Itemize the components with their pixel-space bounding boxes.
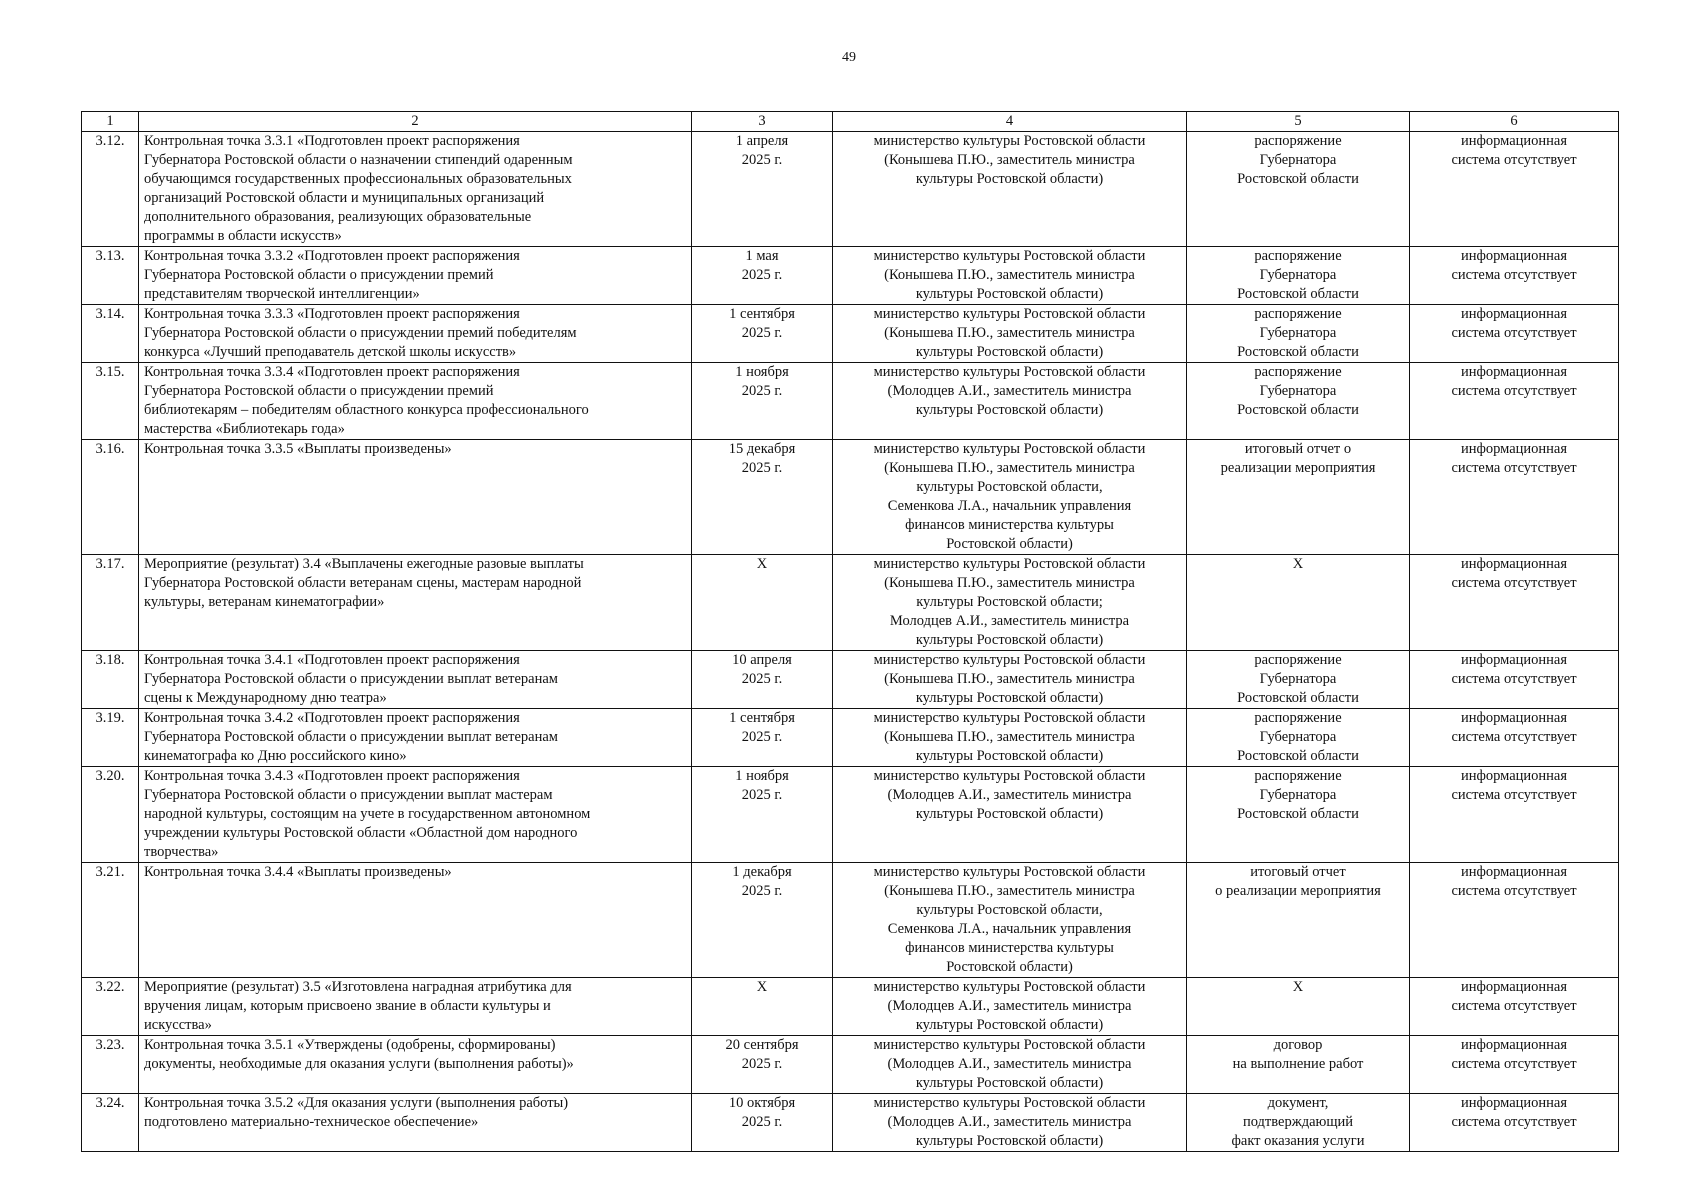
deadline-cell <box>692 863 833 978</box>
responsible-cell <box>833 440 1187 555</box>
cell-line: (Конышева П.Ю., заместитель министра <box>884 883 1135 899</box>
cell-line: информационная <box>1460 1037 1568 1053</box>
cell-line: система отсутствует <box>1451 460 1577 476</box>
cell-line: (Конышева П.Ю., заместитель министра <box>884 267 1135 283</box>
cell-line: Семенкова Л.А., начальник управления <box>887 498 1132 514</box>
cell-line: 2025 г. <box>741 460 783 476</box>
cell-line: 1 декабря <box>732 864 792 880</box>
cell-line: министерство культуры Ростовской области <box>873 441 1146 457</box>
task-name-cell <box>139 1094 692 1152</box>
cell-line: информационная <box>1460 768 1568 784</box>
cell-line: (Молодцев А.И., заместитель министра <box>887 998 1132 1014</box>
cell-line: система отсутствует <box>1451 998 1577 1014</box>
row-number-cell: 3.22. <box>82 978 139 1036</box>
cell-line: Контрольная точка 3.3.2 «Подготовлен проект распоряжения <box>144 248 520 264</box>
cell-line: реализации мероприятия <box>1220 460 1376 476</box>
cell-line: Мероприятие (результат) 3.4 «Выплачены ежегодные разовые выплаты <box>144 556 584 572</box>
row-number-cell: 3.16. <box>82 440 139 555</box>
responsible-cell <box>833 767 1187 863</box>
cell-line: Ростовской области <box>1237 171 1359 187</box>
task-name-cell <box>139 767 692 863</box>
info-system-cell <box>1410 651 1619 709</box>
cell-line: Губернатора Ростовской области о присуждении выплат мастерам <box>144 787 553 803</box>
cell-line: народной культуры, состоящим на учете в государственном автономном <box>144 806 591 822</box>
table-body <box>82 132 1619 1152</box>
table-row <box>82 978 1619 1036</box>
deadline-cell <box>692 440 833 555</box>
cell-line: система отсутствует <box>1451 787 1577 803</box>
column-header: 2 <box>139 112 692 132</box>
task-name-cell <box>139 1036 692 1094</box>
info-system-cell <box>1410 363 1619 440</box>
table-row <box>82 247 1619 305</box>
document-cell <box>1187 978 1410 1036</box>
cell-line: Губернатора <box>1259 729 1337 745</box>
cell-line: Ростовской области <box>1237 286 1359 302</box>
cell-line: распоряжение <box>1254 364 1342 380</box>
cell-line: система отсутствует <box>1451 383 1577 399</box>
cell-line: 2025 г. <box>741 383 783 399</box>
table-row <box>82 440 1619 555</box>
task-name-cell <box>139 863 692 978</box>
task-name-cell <box>139 555 692 651</box>
deadline-cell <box>692 132 833 247</box>
cell-line: конкурса «Лучший преподаватель детской школы искусств» <box>144 344 517 360</box>
cell-line: министерство культуры Ростовской области <box>873 556 1146 572</box>
cell-line: учреждении культуры Ростовской области «Областной дом народного <box>144 825 578 841</box>
responsible-cell <box>833 132 1187 247</box>
deadline-cell <box>692 363 833 440</box>
table-row <box>82 555 1619 651</box>
cell-line: факт оказания услуги <box>1231 1133 1365 1149</box>
cell-line: система отсутствует <box>1451 575 1577 591</box>
cell-line: сцены к Международному дню театра» <box>144 690 387 706</box>
task-name-cell <box>139 363 692 440</box>
cell-line: документ, <box>1267 1095 1329 1111</box>
cell-line: система отсутствует <box>1451 325 1577 341</box>
cell-line: информационная <box>1460 133 1568 149</box>
info-system-cell <box>1410 305 1619 363</box>
cell-line: (Конышева П.Ю., заместитель министра <box>884 152 1135 168</box>
responsible-cell <box>833 863 1187 978</box>
task-name-cell <box>139 132 692 247</box>
table-row <box>82 305 1619 363</box>
row-number-cell: 3.24. <box>82 1094 139 1152</box>
document-cell <box>1187 1094 1410 1152</box>
info-system-cell <box>1410 440 1619 555</box>
info-system-cell <box>1410 555 1619 651</box>
cell-line: Х <box>1292 556 1304 572</box>
cell-line: Губернатора <box>1259 325 1337 341</box>
row-number-cell: 3.21. <box>82 863 139 978</box>
cell-line: подтверждающий <box>1242 1114 1354 1130</box>
cell-line: министерство культуры Ростовской области <box>873 133 1146 149</box>
cell-line: культуры Ростовской области) <box>915 748 1104 764</box>
cell-line: Контрольная точка 3.4.3 «Подготовлен проект распоряжения <box>144 768 520 784</box>
cell-line: (Молодцев А.И., заместитель министра <box>887 1056 1132 1072</box>
cell-line: обучающимся государственных профессиональных образовательных <box>144 171 572 187</box>
cell-line: Контрольная точка 3.4.2 «Подготовлен проект распоряжения <box>144 710 520 726</box>
info-system-cell <box>1410 247 1619 305</box>
cell-line: министерство культуры Ростовской области <box>873 864 1146 880</box>
row-number-cell: 3.23. <box>82 1036 139 1094</box>
document-cell <box>1187 132 1410 247</box>
cell-line: кинематографа ко Дню российского кино» <box>144 748 407 764</box>
cell-line: Контрольная точка 3.4.4 «Выплаты произведены» <box>144 864 452 880</box>
cell-line: Губернатора Ростовской области о присуждении выплат ветеранам <box>144 671 558 687</box>
cell-line: (Конышева П.Ю., заместитель министра <box>884 325 1135 341</box>
cell-line: 1 апреля <box>735 133 789 149</box>
cell-line: итоговый отчет <box>1250 864 1346 880</box>
deadline-cell <box>692 1036 833 1094</box>
info-system-cell <box>1410 978 1619 1036</box>
cell-line: договор <box>1273 1037 1323 1053</box>
document-cell <box>1187 709 1410 767</box>
responsible-cell <box>833 1036 1187 1094</box>
cell-line: информационная <box>1460 864 1568 880</box>
cell-line: вручения лицам, которым присвоено звание в области культуры и <box>144 998 551 1014</box>
cell-line: Контрольная точка 3.3.4 «Подготовлен проект распоряжения <box>144 364 520 380</box>
responsible-cell <box>833 1094 1187 1152</box>
cell-line: министерство культуры Ростовской области <box>873 652 1146 668</box>
cell-line: система отсутствует <box>1451 671 1577 687</box>
task-name-cell <box>139 651 692 709</box>
cell-line: Губернатора Ростовской области о назначении стипендий одаренным <box>144 152 573 168</box>
cell-line: Ростовской области) <box>946 536 1073 552</box>
task-name-cell <box>139 709 692 767</box>
cell-line: финансов министерства культуры <box>905 940 1114 956</box>
cell-line: Ростовской области) <box>946 959 1073 975</box>
cell-line: 2025 г. <box>741 1056 783 1072</box>
cell-line: Контрольная точка 3.3.1 «Подготовлен проект распоряжения <box>144 133 520 149</box>
deadline-cell <box>692 305 833 363</box>
cell-line: распоряжение <box>1254 306 1342 322</box>
cell-line: Губернатора <box>1259 383 1337 399</box>
cell-line: мастерства «Библиотекарь года» <box>144 421 345 437</box>
cell-line: Ростовской области <box>1237 690 1359 706</box>
page-number: 49 <box>842 50 856 65</box>
cell-line: документы, необходимые для оказания услуги (выполнения работы)» <box>144 1056 574 1072</box>
cell-line: 2025 г. <box>741 729 783 745</box>
document-cell <box>1187 247 1410 305</box>
responsible-cell <box>833 305 1187 363</box>
cell-line: Контрольная точка 3.5.1 «Утверждены (одобрены, сформированы) <box>144 1037 556 1053</box>
cell-line: распоряжение <box>1254 652 1342 668</box>
column-header: 4 <box>833 112 1187 132</box>
cell-line: (Конышева П.Ю., заместитель министра <box>884 729 1135 745</box>
row-number-cell: 3.13. <box>82 247 139 305</box>
cell-line: библиотекарям – победителям областного конкурса профессионального <box>144 402 589 418</box>
cell-line: Ростовской области <box>1237 344 1359 360</box>
plan-table <box>81 111 1619 1152</box>
cell-line: Х <box>756 556 768 572</box>
cell-line: министерство культуры Ростовской области <box>873 248 1146 264</box>
table-row <box>82 363 1619 440</box>
cell-line: культуры Ростовской области) <box>915 1133 1104 1149</box>
document-cell <box>1187 767 1410 863</box>
info-system-cell <box>1410 767 1619 863</box>
cell-line: Контрольная точка 3.3.3 «Подготовлен проект распоряжения <box>144 306 520 322</box>
cell-line: творчества» <box>144 844 219 860</box>
cell-line: на выполнение работ <box>1232 1056 1364 1072</box>
header-row <box>82 112 1619 132</box>
cell-line: министерство культуры Ростовской области <box>873 979 1146 995</box>
cell-line: культуры Ростовской области) <box>915 171 1104 187</box>
cell-line: информационная <box>1460 364 1568 380</box>
cell-line: распоряжение <box>1254 248 1342 264</box>
cell-line: информационная <box>1460 979 1568 995</box>
column-header: 1 <box>82 112 139 132</box>
cell-line: Губернатора Ростовской области ветеранам сцены, мастерам народной <box>144 575 582 591</box>
cell-line: подготовлено материально-техническое обеспечение» <box>144 1114 479 1130</box>
table-row <box>82 767 1619 863</box>
cell-line: система отсутствует <box>1451 729 1577 745</box>
cell-line: Х <box>756 979 768 995</box>
cell-line: Ростовской области <box>1237 402 1359 418</box>
cell-line: культуры Ростовской области) <box>915 286 1104 302</box>
cell-line: 2025 г. <box>741 152 783 168</box>
cell-line: культуры Ростовской области) <box>915 1017 1104 1033</box>
cell-line: культуры Ростовской области) <box>915 690 1104 706</box>
row-number-cell: 3.14. <box>82 305 139 363</box>
cell-line: (Конышева П.Ю., заместитель министра <box>884 460 1135 476</box>
document-cell <box>1187 651 1410 709</box>
info-system-cell <box>1410 1094 1619 1152</box>
cell-line: Губернатора Ростовской области о присуждении премий <box>144 383 494 399</box>
info-system-cell <box>1410 709 1619 767</box>
cell-line: 1 мая <box>745 248 779 264</box>
table-row <box>82 651 1619 709</box>
cell-line: информационная <box>1460 1095 1568 1111</box>
cell-line: (Конышева П.Ю., заместитель министра <box>884 575 1135 591</box>
cell-line: искусства» <box>144 1017 212 1033</box>
info-system-cell <box>1410 1036 1619 1094</box>
deadline-cell <box>692 1094 833 1152</box>
cell-line: культуры Ростовской области) <box>915 344 1104 360</box>
row-number-cell: 3.19. <box>82 709 139 767</box>
cell-line: финансов министерства культуры <box>905 517 1114 533</box>
cell-line: 20 сентября <box>725 1037 799 1053</box>
cell-line: информационная <box>1460 556 1568 572</box>
table-row <box>82 709 1619 767</box>
responsible-cell <box>833 709 1187 767</box>
table-row <box>82 132 1619 247</box>
cell-line: система отсутствует <box>1451 267 1577 283</box>
document-cell <box>1187 440 1410 555</box>
cell-line: Губернатора Ростовской области о присуждении премий победителям <box>144 325 577 341</box>
responsible-cell <box>833 247 1187 305</box>
cell-line: Мероприятие (результат) 3.5 «Изготовлена наградная атрибутика для <box>144 979 572 995</box>
cell-line: Семенкова Л.А., начальник управления <box>887 921 1132 937</box>
cell-line: министерство культуры Ростовской области <box>873 364 1146 380</box>
cell-line: культуры Ростовской области) <box>915 1075 1104 1091</box>
cell-line: программы в области искусств» <box>144 228 342 244</box>
row-number-cell: 3.18. <box>82 651 139 709</box>
table-row <box>82 863 1619 978</box>
cell-line: система отсутствует <box>1451 1114 1577 1130</box>
cell-line: министерство культуры Ростовской области <box>873 306 1146 322</box>
cell-line: (Конышева П.Ю., заместитель министра <box>884 671 1135 687</box>
task-name-cell <box>139 978 692 1036</box>
cell-line: 10 октября <box>728 1095 796 1111</box>
cell-line: 1 сентября <box>729 710 795 726</box>
responsible-cell <box>833 363 1187 440</box>
cell-line: 1 ноября <box>735 768 789 784</box>
task-name-cell <box>139 305 692 363</box>
info-system-cell <box>1410 863 1619 978</box>
cell-line: Губернатора <box>1259 787 1337 803</box>
cell-line: Ростовской области <box>1237 748 1359 764</box>
cell-line: культуры Ростовской области) <box>915 806 1104 822</box>
table-row <box>82 1036 1619 1094</box>
cell-line: распоряжение <box>1254 710 1342 726</box>
cell-line: 1 ноября <box>735 364 789 380</box>
cell-line: 15 декабря <box>728 441 796 457</box>
row-number-cell: 3.20. <box>82 767 139 863</box>
cell-line: 2025 г. <box>741 325 783 341</box>
task-name-cell <box>139 247 692 305</box>
row-number-cell: 3.17. <box>82 555 139 651</box>
responsible-cell <box>833 978 1187 1036</box>
cell-line: культуры Ростовской области) <box>915 632 1104 648</box>
cell-line: Контрольная точка 3.4.1 «Подготовлен проект распоряжения <box>144 652 520 668</box>
cell-line: система отсутствует <box>1451 883 1577 899</box>
cell-line: Губернатора <box>1259 267 1337 283</box>
cell-line: культуры, ветеранам кинематографии» <box>144 594 385 610</box>
cell-line: 2025 г. <box>741 883 783 899</box>
cell-line: министерство культуры Ростовской области <box>873 768 1146 784</box>
cell-line: Контрольная точка 3.5.2 «Для оказания услуги (выполнения работы) <box>144 1095 569 1111</box>
cell-line: министерство культуры Ростовской области <box>873 710 1146 726</box>
cell-line: информационная <box>1460 248 1568 264</box>
row-number-cell: 3.15. <box>82 363 139 440</box>
cell-line: (Молодцев А.И., заместитель министра <box>887 1114 1132 1130</box>
cell-line: (Молодцев А.И., заместитель министра <box>887 787 1132 803</box>
cell-line: распоряжение <box>1254 768 1342 784</box>
cell-line: Губернатора <box>1259 671 1337 687</box>
cell-line: представителям творческой интеллигенции» <box>144 286 420 302</box>
cell-line: Губернатора <box>1259 152 1337 168</box>
cell-line: 2025 г. <box>741 1114 783 1130</box>
cell-line: информационная <box>1460 306 1568 322</box>
cell-line: Контрольная точка 3.3.5 «Выплаты произведены» <box>144 441 452 457</box>
cell-line: министерство культуры Ростовской области <box>873 1037 1146 1053</box>
cell-line: Губернатора Ростовской области о присуждении премий <box>144 267 494 283</box>
responsible-cell <box>833 555 1187 651</box>
cell-line: (Молодцев А.И., заместитель министра <box>887 383 1132 399</box>
document-cell <box>1187 1036 1410 1094</box>
deadline-cell <box>692 978 833 1036</box>
cell-line: Х <box>1292 979 1304 995</box>
column-header: 6 <box>1410 112 1619 132</box>
cell-line: культуры Ростовской области, <box>916 479 1103 495</box>
cell-line: 10 апреля <box>732 652 792 668</box>
task-name-cell <box>139 440 692 555</box>
responsible-cell <box>833 651 1187 709</box>
cell-line: дополнительного образования, реализующих образовательные <box>144 209 532 225</box>
cell-line: организаций Ростовской области и муниципальных организаций <box>144 190 545 206</box>
column-header: 3 <box>692 112 833 132</box>
cell-line: информационная <box>1460 710 1568 726</box>
cell-line: система отсутствует <box>1451 152 1577 168</box>
cell-line: система отсутствует <box>1451 1056 1577 1072</box>
document-cell <box>1187 863 1410 978</box>
deadline-cell <box>692 767 833 863</box>
deadline-cell <box>692 651 833 709</box>
row-number-cell: 3.12. <box>82 132 139 247</box>
cell-line: культуры Ростовской области) <box>915 402 1104 418</box>
cell-line: министерство культуры Ростовской области <box>873 1095 1146 1111</box>
info-system-cell <box>1410 132 1619 247</box>
cell-line: о реализации мероприятия <box>1215 883 1381 899</box>
table-row <box>82 1094 1619 1152</box>
cell-line: культуры Ростовской области; <box>916 594 1103 610</box>
document-cell <box>1187 305 1410 363</box>
cell-line: Губернатора Ростовской области о присуждении выплат ветеранам <box>144 729 558 745</box>
cell-line: информационная <box>1460 441 1568 457</box>
document-cell <box>1187 363 1410 440</box>
cell-line: распоряжение <box>1254 133 1342 149</box>
cell-line: Ростовской области <box>1237 806 1359 822</box>
cell-line: информационная <box>1460 652 1568 668</box>
deadline-cell <box>692 709 833 767</box>
deadline-cell <box>692 247 833 305</box>
cell-line: Молодцев А.И., заместитель министра <box>889 613 1130 629</box>
column-header: 5 <box>1187 112 1410 132</box>
deadline-cell <box>692 555 833 651</box>
document-cell <box>1187 555 1410 651</box>
cell-line: 2025 г. <box>741 671 783 687</box>
cell-line: 1 сентября <box>729 306 795 322</box>
cell-line: культуры Ростовской области, <box>916 902 1103 918</box>
cell-line: 2025 г. <box>741 787 783 803</box>
cell-line: итоговый отчет о <box>1244 441 1352 457</box>
cell-line: 2025 г. <box>741 267 783 283</box>
